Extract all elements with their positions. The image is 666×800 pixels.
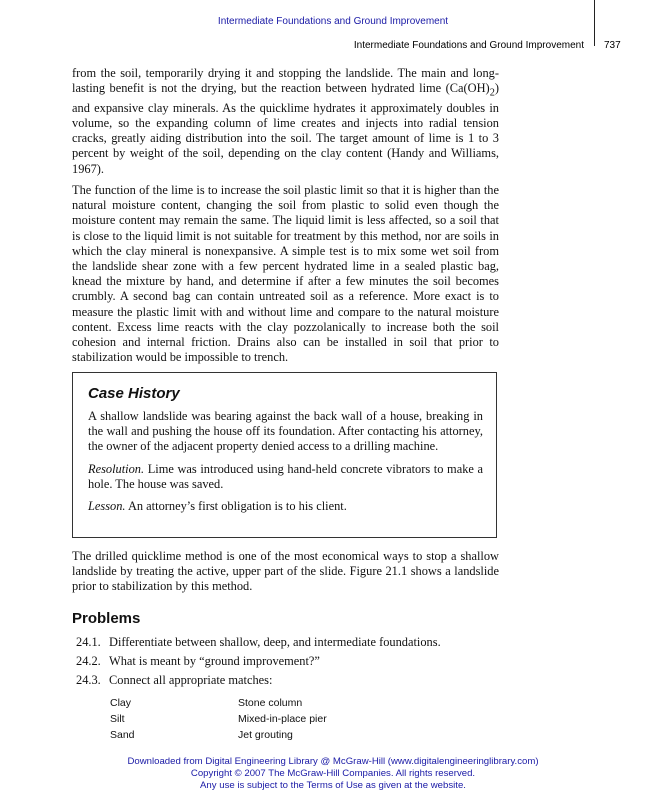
match-row xyxy=(110,729,293,741)
case-history-box xyxy=(72,372,497,538)
problem-number: 24.3. xyxy=(76,673,101,687)
subscript-2: 2 xyxy=(489,87,495,99)
paragraph-lime-function: The function of the lime is to increase the soil plastic limit so that it is higher than the natural moisture content, changing the soil from plastic to solid even though the moisture content may remain the same. The liquid limit is less affected, so a soil that is close to the liquid limit is not suitable for treatment by this method, nor are soils in which the clay mineral is nonexpansive. A simple test is to mix some wet soil from the landslide shear zone with a few percent hydrated lime in a sealed plastic bag, knead the mixture by hand, and determine if after a few minutes the soil becomes crumbly. A second bag can contain untreated soil as a reference. More exact is to measure the plastic limit with and without lime and compare to the natural moisture content. Excess lime reacts with the clay pozzolanically to increase both the soil cohesion and internal friction. Drains also can be installed in soil that prior to stabilization would be impossible to trench. xyxy=(72,183,499,365)
match-method: Mixed-in-place pier xyxy=(238,713,327,725)
footer-terms: Any use is subject to the Terms of Use as given at the website. xyxy=(200,780,466,791)
paragraph-continued xyxy=(72,66,499,177)
paragraph-drilled-quicklime: The drilled quicklime method is one of the most economical ways to stop a shallow landslide by treating the active, upper part of the slide. Figure 21.1 shows a landslide prior to stabilization by this method. xyxy=(72,549,499,594)
lesson-label: Lesson. xyxy=(88,499,126,514)
running-header-title: Intermediate Foundations and Ground Improvement xyxy=(353,40,584,51)
match-row xyxy=(110,713,327,725)
paragraph-continued-part-a: from the soil, temporarily drying it and stopping the landslide. The main and long-lasting benefit is not the drying, but the reaction between hydrated lime (Ca(OH) xyxy=(72,66,499,96)
case-history-title: Case History xyxy=(88,385,180,402)
problem-number: 24.1. xyxy=(76,635,101,649)
problem-item xyxy=(76,654,320,669)
match-soil: Silt xyxy=(110,713,125,725)
resolution-text: Lime was introduced using hand-held concrete vibrators to make a hole. The house was saved. xyxy=(88,461,483,491)
match-method: Jet grouting xyxy=(238,729,293,741)
problems-heading: Problems xyxy=(72,610,141,627)
page-number: 737 xyxy=(604,40,621,51)
resolution-label: Resolution. xyxy=(88,461,145,476)
case-history-resolution xyxy=(88,462,483,492)
problem-item xyxy=(76,673,272,688)
match-method: Stone column xyxy=(238,697,303,709)
header-divider xyxy=(594,0,595,46)
problem-item xyxy=(76,635,441,650)
problem-text: Differentiate between shallow, deep, and intermediate foundations. xyxy=(109,635,441,649)
match-row xyxy=(110,697,302,709)
paragraph-continued-part-b: ) and expansive clay minerals. As the quicklime hydrates it approximately doubles in volume, so the expanding column of lime creates and injects into radial tension cracks, greatly aiding distribution into the soil. The target amount of lime is 1 to 3 percent by weight of the soil, depending on the clay content (Handy and Williams, 1967). xyxy=(72,81,499,176)
problem-text: What is meant by “ground improvement?” xyxy=(109,654,320,668)
footer-copyright: Copyright © 2007 The McGraw-Hill Companies. All rights reserved. xyxy=(190,768,476,779)
problem-number: 24.2. xyxy=(76,654,101,668)
top-banner: Intermediate Foundations and Ground Improvement xyxy=(217,16,449,27)
footer-download-link[interactable]: Downloaded from Digital Engineering Library @ McGraw-Hill (www.digitalengineeringlibrary.com) xyxy=(127,756,539,767)
match-soil: Sand xyxy=(110,729,135,741)
case-history-lesson xyxy=(88,499,483,514)
match-soil: Clay xyxy=(110,697,132,709)
lesson-text: An attorney’s first obligation is to his client. xyxy=(125,499,347,514)
problem-text: Connect all appropriate matches: xyxy=(109,673,273,687)
case-history-body: A shallow landslide was bearing against the back wall of a house, breaking in the wall and pushing the house off its foundation. After contacting his attorney, the owner of the adjacent property denied access to a drilling machine. xyxy=(88,409,483,454)
